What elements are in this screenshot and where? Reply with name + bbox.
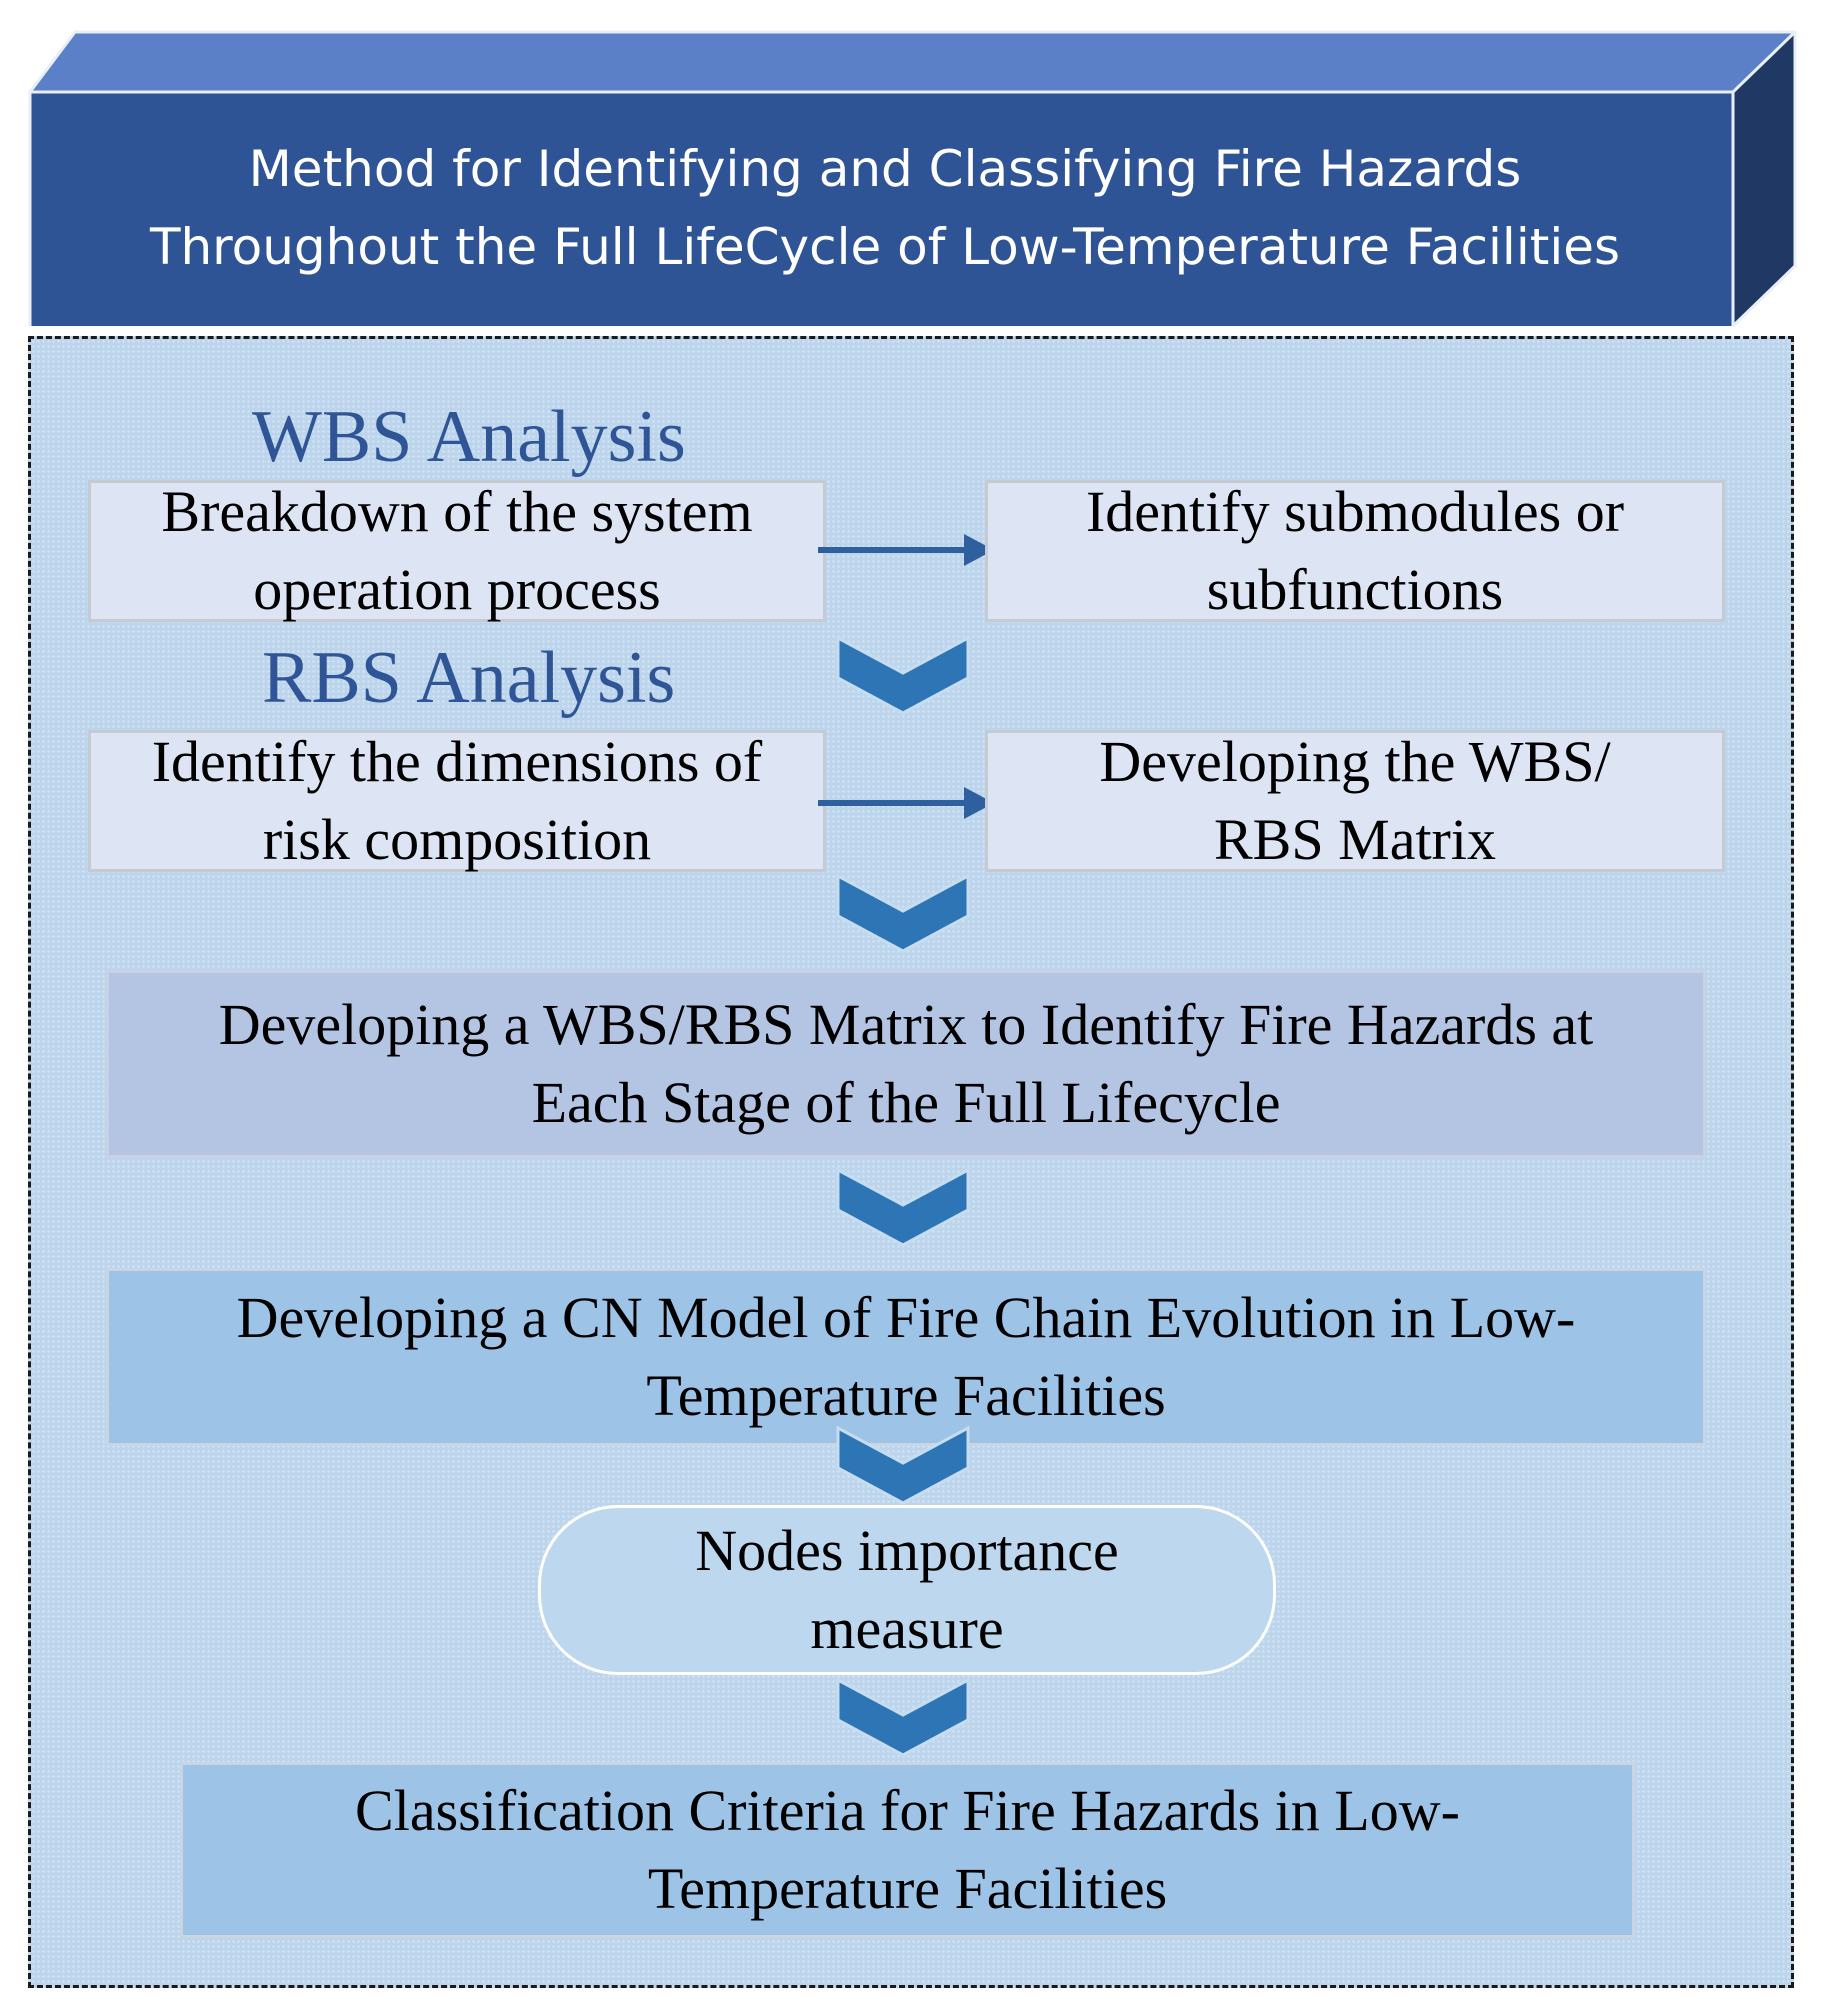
- chevron-down-icon: [838, 876, 968, 956]
- matrix-hazard-line-1: Developing a WBS/RBS Matrix to Identify Fire Hazards at: [218, 992, 1594, 1057]
- rbs-analysis-label: RBS Analysis: [262, 637, 676, 719]
- matrix-hazard-line-2: Each Stage of the Full Lifecycle: [531, 1070, 1281, 1135]
- wbs-right-arrow: [818, 530, 998, 570]
- diagram-title-line-2: Throughout the Full LifeCycle of Low-Temperature Facilities: [149, 218, 1621, 276]
- rbs-dimensions-box: [88, 730, 826, 872]
- rbs-matrix-line-1: Developing the WBS/: [1099, 729, 1611, 794]
- matrix-hazard-identification-box: [106, 970, 1706, 1158]
- rbs-right-arrow: [818, 783, 998, 823]
- chevron-down-icon: [838, 1680, 968, 1760]
- wbs-submodules-box: [985, 480, 1725, 622]
- wbs-breakdown-line-2: operation process: [253, 557, 661, 622]
- diagram-title-line-1: Method for Identifying and Classifying Fire Hazards: [248, 140, 1522, 198]
- wbs-breakdown-box: [88, 480, 826, 622]
- classification-criteria-box: [180, 1762, 1635, 1938]
- wbs-analysis-label: WBS Analysis: [252, 396, 686, 478]
- nodes-importance-line-2: measure: [810, 1596, 1004, 1661]
- chevron-down-icon: [838, 1428, 968, 1508]
- cn-model-line-2: Temperature Facilities: [646, 1363, 1166, 1428]
- classification-line-1: Classification Criteria for Fire Hazards in Low-: [355, 1778, 1460, 1843]
- rbs-matrix-box: [985, 730, 1725, 872]
- wbs-breakdown-line-1: Breakdown of the system: [161, 479, 753, 544]
- classification-line-2: Temperature Facilities: [647, 1856, 1168, 1921]
- cn-model-box: [106, 1268, 1706, 1446]
- cn-model-line-1: Developing a CN Model of Fire Chain Evolution in Low-: [236, 1285, 1576, 1350]
- rbs-dimensions-line-1: Identify the dimensions of: [151, 729, 763, 794]
- title-banner-top-face: [30, 32, 1795, 92]
- wbs-submodules-line-2: subfunctions: [1206, 557, 1504, 622]
- diagram-title: [30, 92, 1740, 324]
- rbs-dimensions-line-2: risk composition: [262, 807, 652, 872]
- chevron-down-icon: [838, 1170, 968, 1250]
- rbs-matrix-line-2: RBS Matrix: [1214, 807, 1496, 872]
- wbs-submodules-line-1: Identify submodules or: [1085, 479, 1625, 544]
- chevron-down-icon: [838, 638, 968, 718]
- nodes-importance-line-1: Nodes importance: [695, 1518, 1119, 1583]
- nodes-importance-pill: [538, 1505, 1276, 1675]
